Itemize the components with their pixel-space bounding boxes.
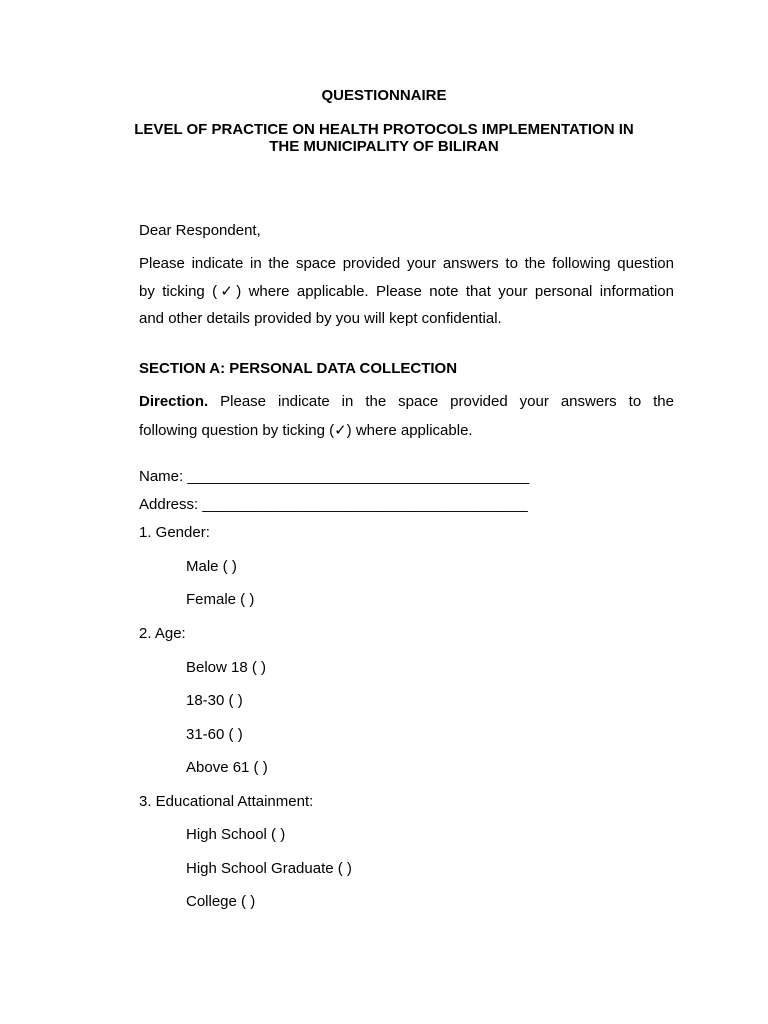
document-title: QUESTIONNAIRE [321,87,447,104]
intro-line-1: Please indicate in the space provided your answers to the following question [139,255,674,272]
option-high-school-graduate[interactable]: High School Graduate ( ) [186,860,352,877]
salutation: Dear Respondent, [139,222,261,239]
question-age: 2. Age: [139,625,186,642]
option-male[interactable]: Male ( ) [186,558,237,575]
address-field[interactable]: Address: _______________________________________ [139,496,528,513]
option-31-60[interactable]: 31-60 ( ) [186,726,243,743]
document-subtitle-line-1: LEVEL OF PRACTICE ON HEALTH PROTOCOLS IMPLEMENTATION IN [134,121,634,138]
question-educational-attainment: 3. Educational Attainment: [139,793,314,810]
section-a-heading: SECTION A: PERSONAL DATA COLLECTION [139,360,458,377]
option-below-18[interactable]: Below 18 ( ) [186,659,267,676]
question-gender: 1. Gender: [139,524,210,541]
direction-line-1 [139,393,674,411]
option-above-61[interactable]: Above 61 ( ) [186,759,268,776]
direction-label: Direction. [139,393,209,410]
option-college[interactable]: College ( ) [186,893,256,910]
intro-line-2: by ticking (✓) where applicable. Please note that your personal information [139,283,674,300]
option-female[interactable]: Female ( ) [186,591,255,608]
name-field[interactable]: Name: _________________________________________ [139,468,530,485]
option-18-30[interactable]: 18-30 ( ) [186,692,243,709]
document-subtitle-line-2: THE MUNICIPALITY OF BILIRAN [269,138,499,155]
direction-text: Please indicate in the space provided your answers to the [208,393,674,410]
option-high-school[interactable]: High School ( ) [186,826,286,843]
direction-line-2: following question by ticking (✓) where applicable. [139,422,473,439]
intro-line-3: and other details provided by you will kept confidential. [139,310,502,327]
